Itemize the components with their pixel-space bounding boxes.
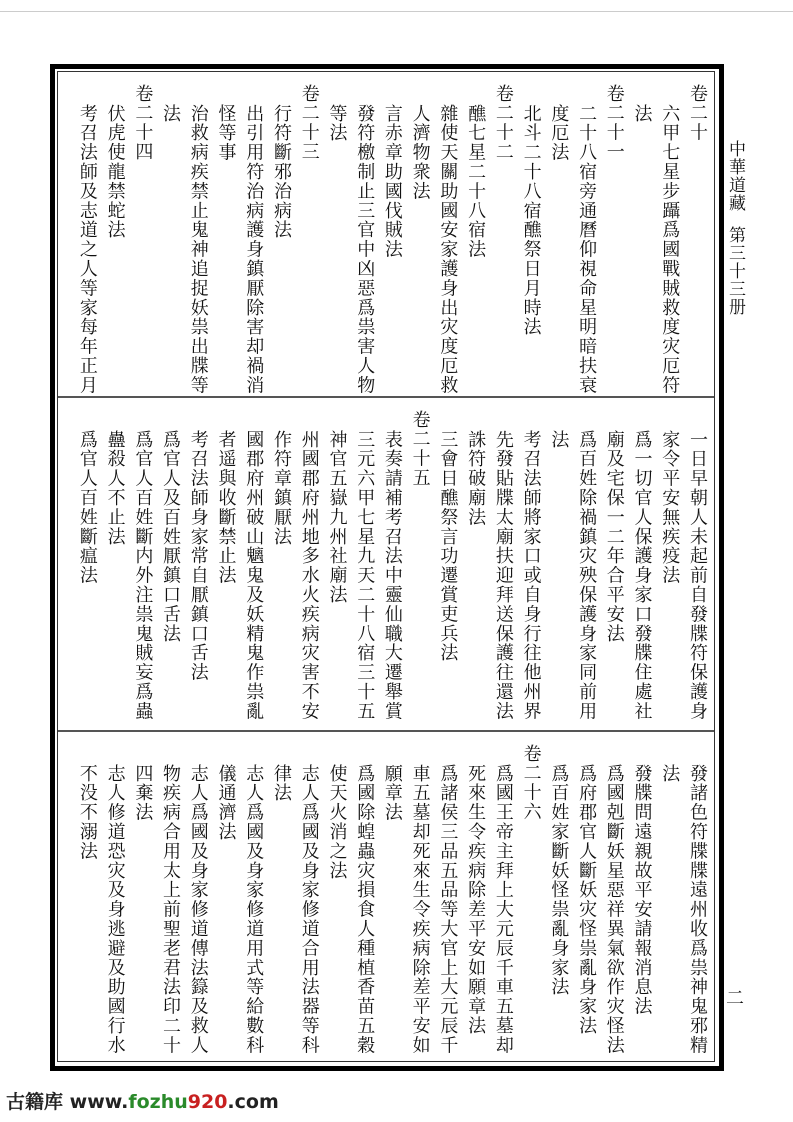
text-column: 先發貼牒太廟扶迎拜送保護往還法 — [492, 430, 514, 721]
watermark-brand: 古籍库 — [6, 1091, 64, 1113]
text-column: 考召法師將家口或自身行往他州界 — [520, 430, 542, 721]
text-column: 治救病疾禁止鬼神追捉妖祟出牒等 — [187, 104, 209, 395]
text-column: 儀通濟法 — [215, 764, 237, 842]
text-column: 六甲七星步躡爲國戰賊救度灾厄符 — [659, 104, 681, 395]
text-column: 誅符破廟法 — [465, 430, 487, 527]
text-column: 法 — [631, 104, 653, 124]
text-column: 法 — [160, 104, 182, 124]
text-column: 法 — [659, 764, 681, 784]
text-column: 志人修道恐灾及身逃避及助國行水 — [104, 764, 126, 1055]
text-column: 國郡府州破山魑鬼及妖精鬼作祟亂 — [243, 430, 265, 721]
text-column: 物疾病合用太上前聖老君法印二十 — [160, 764, 182, 1055]
text-column: 三元六甲七星九天二十八宿三十五 — [354, 430, 376, 721]
running-head-volume: 第三十三册 — [725, 226, 745, 316]
text-column: 神官五嶽九州社廟法 — [326, 430, 348, 605]
text-column: 作符章鎮厭法 — [270, 430, 292, 547]
text-column: 怪等事 — [215, 104, 237, 163]
chapter-heading: 卷二十六 — [520, 744, 542, 822]
chapter-heading: 卷二十一 — [603, 84, 625, 162]
chapter-heading: 卷二十五 — [409, 410, 431, 488]
text-column: 法 — [548, 430, 570, 450]
text-column: 爲國除蝗蟲灾損食人種植香苗五穀 — [354, 764, 376, 1055]
text-column: 發牒問遠親故平安請報消息法 — [631, 764, 653, 1017]
text-column: 志人爲國及身家修道用式等給數科 — [243, 764, 265, 1055]
text-column: 一日早朝人未起前自發牒符保護身 — [687, 430, 708, 721]
text-column: 爲官人百姓斷瘟法 — [76, 430, 98, 586]
chapter-heading: 卷二十二 — [492, 84, 514, 162]
text-column: 等法 — [326, 104, 348, 143]
text-column: 爲諸侯三品五品等大官上大元辰千 — [437, 764, 459, 1055]
text-column: 人濟物衆法 — [409, 104, 431, 201]
chapter-heading: 卷二十四 — [132, 84, 154, 162]
text-column: 車五墓却死來生令疾病除差平安如 — [409, 764, 431, 1055]
text-column: 爲一切官人保護身家口發牒住處社 — [631, 430, 653, 721]
text-column: 二十八宿旁通曆仰視命星明暗扶衰 — [576, 104, 598, 395]
text-column: 廟及宅保一二年合平安法 — [603, 430, 625, 644]
text-column: 行符斷邪治病法 — [270, 104, 292, 240]
text-column: 志人爲國及身家修道傳法籙及救人 — [187, 764, 209, 1055]
text-column: 使天火消之法 — [326, 764, 348, 881]
chapter-heading: 卷二十三 — [298, 84, 320, 162]
text-column: 出引用符治病護身鎮厭除害却禍消 — [243, 104, 265, 395]
text-column: 不没不溺法 — [76, 764, 98, 861]
text-column: 爲官人百姓斷内外注祟鬼賊妄爲蟲 — [132, 430, 154, 721]
site-watermark[interactable] — [6, 1087, 279, 1114]
text-column: 爲百姓家斷妖怪祟亂身家法 — [548, 764, 570, 997]
text-column: 者遥與收斷禁止法 — [215, 430, 237, 586]
running-head-title: 中華道藏 — [725, 140, 745, 212]
page-number: 二 — [726, 988, 744, 1009]
text-column: 三會日醮祭言功遷賞吏兵法 — [437, 430, 459, 663]
text-column: 言赤章助國伐賊法 — [381, 104, 403, 260]
watermark-url[interactable]: www.fozhu920.com — [69, 1091, 279, 1113]
text-band-middle — [73, 398, 711, 730]
text-column: 伏虎使龍禁蛇法 — [104, 104, 126, 240]
text-column: 律法 — [270, 764, 292, 803]
text-column: 死來生令疾病除差平安如願章法 — [465, 764, 487, 1036]
text-column: 考召法師身家常自厭鎮口舌法 — [187, 430, 209, 683]
text-column: 州國郡府州地多水火疾病灾害不安 — [298, 430, 320, 721]
text-column: 度厄法 — [548, 104, 570, 163]
text-column: 醮七星二十八宿法 — [465, 104, 487, 260]
text-column: 爲百姓除禍鎮灾殃保護身家同前用 — [576, 430, 598, 721]
text-column: 願章法 — [381, 764, 403, 823]
text-column: 發符檄制止三官中凶惡爲祟害人物 — [354, 104, 376, 395]
text-column: 發諸色符牒牒遠州收爲祟神鬼邪精 — [687, 764, 708, 1055]
text-band-upper — [73, 72, 711, 397]
text-column: 表奏請補考召法中靈仙職大遷舉賞 — [381, 430, 403, 721]
text-column: 爲官人及百姓厭鎮口舌法 — [160, 430, 182, 644]
chapter-heading: 卷二十 — [687, 84, 708, 143]
text-column: 考召法師及志道之人等家每年正月 — [76, 104, 98, 395]
top-rule — [0, 11, 793, 12]
running-head — [723, 140, 747, 316]
text-band-lower — [73, 732, 711, 1062]
text-column: 雜使天關助國安家護身出灾度厄救 — [437, 104, 459, 395]
text-column: 蠱殺人不止法 — [104, 430, 126, 547]
text-column: 志人爲國及身家修道合用法器等科 — [298, 764, 320, 1055]
text-column: 北斗二十八宿醮祭日月時法 — [520, 104, 542, 337]
text-column: 爲府郡官人斷妖灾怪祟亂身家法 — [576, 764, 598, 1036]
text-column: 爲國王帝主拜上大元辰千車五墓却 — [492, 764, 514, 1055]
text-column: 爲國剋斷妖星惡祥異氣欲作灾怪法 — [603, 764, 625, 1055]
text-column: 四棄法 — [132, 764, 154, 823]
text-column: 家令平安無疾疫法 — [659, 430, 681, 586]
